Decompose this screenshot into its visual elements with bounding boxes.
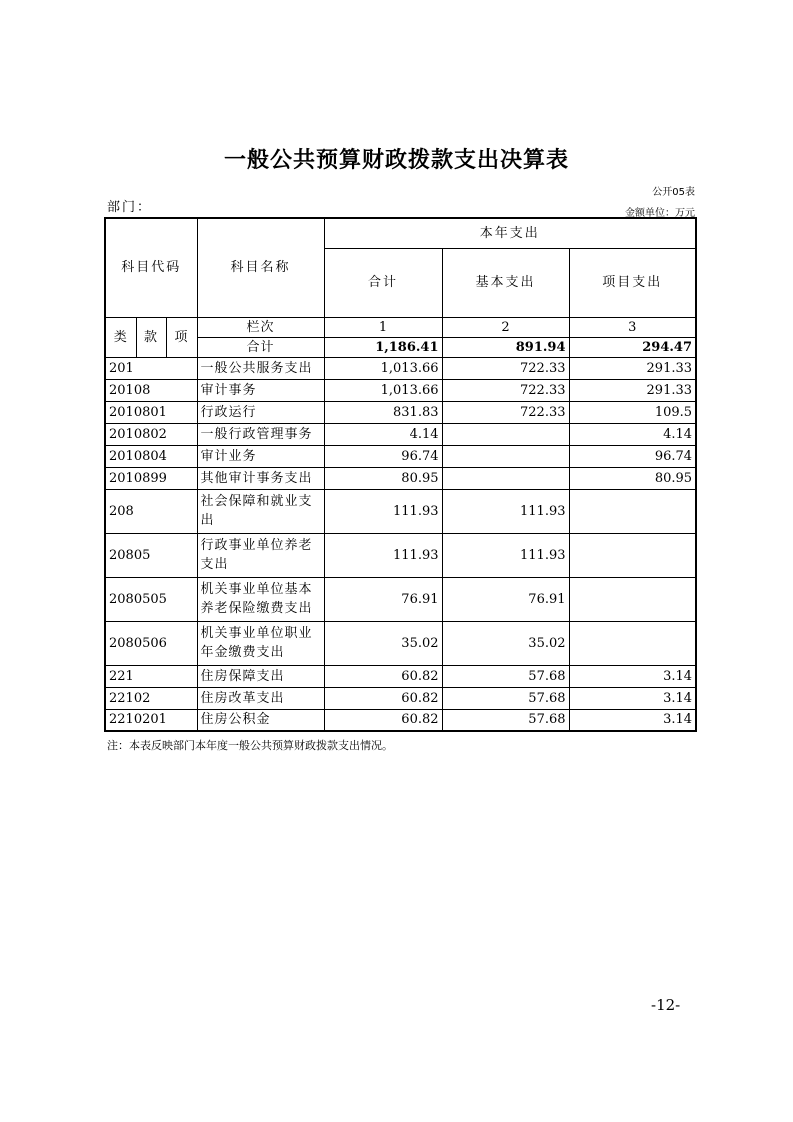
row-total: 111.93	[324, 489, 442, 533]
table-row	[105, 401, 696, 423]
row-code: 2010802	[105, 423, 197, 445]
row-project: 4.14	[569, 423, 696, 445]
row-basic: 111.93	[442, 489, 569, 533]
row-basic: 722.33	[442, 379, 569, 401]
sum-project: 294.47	[569, 337, 696, 357]
row-basic: 57.68	[442, 709, 569, 731]
row-basic	[442, 445, 569, 467]
row-total: 60.82	[324, 687, 442, 709]
row-total: 1,013.66	[324, 357, 442, 379]
row-basic: 35.02	[442, 621, 569, 665]
row-code: 2080506	[105, 621, 197, 665]
table-row	[105, 467, 696, 489]
table-row	[105, 533, 696, 577]
row-project: 3.14	[569, 687, 696, 709]
row-code: 201	[105, 357, 197, 379]
row-basic: 76.91	[442, 577, 569, 621]
header-lei: 类	[105, 317, 136, 357]
row-project: 96.74	[569, 445, 696, 467]
row-name: 住房公积金	[197, 709, 324, 731]
row-code: 22102	[105, 687, 197, 709]
header-col-2: 2	[442, 317, 569, 337]
row-basic	[442, 467, 569, 489]
row-code: 208	[105, 489, 197, 533]
row-basic	[442, 423, 569, 445]
row-code: 20805	[105, 533, 197, 577]
table-row	[105, 665, 696, 687]
table-row	[105, 489, 696, 533]
row-name: 住房改革支出	[197, 687, 324, 709]
row-project: 80.95	[569, 467, 696, 489]
row-name: 行政运行	[197, 401, 324, 423]
row-total: 80.95	[324, 467, 442, 489]
sum-basic: 891.94	[442, 337, 569, 357]
row-name: 社会保障和就业支出	[197, 489, 324, 533]
table-row	[105, 687, 696, 709]
table-row	[105, 709, 696, 731]
row-total: 4.14	[324, 423, 442, 445]
row-project	[569, 621, 696, 665]
row-code: 2080505	[105, 577, 197, 621]
row-total: 111.93	[324, 533, 442, 577]
row-name: 住房保障支出	[197, 665, 324, 687]
header-project: 项目支出	[569, 248, 696, 317]
header-xiang: 项	[166, 317, 197, 357]
unit-label: 金额单位：万元	[625, 208, 695, 219]
page-number: -12-	[651, 996, 681, 1014]
row-name: 审计事务	[197, 379, 324, 401]
header-total: 合计	[324, 248, 442, 317]
row-code: 221	[105, 665, 197, 687]
row-basic: 722.33	[442, 401, 569, 423]
row-project: 3.14	[569, 665, 696, 687]
table-note: 注：本表反映部门本年度一般公共预算财政拨款支出情况。	[107, 739, 393, 752]
row-total: 76.91	[324, 577, 442, 621]
table-row	[105, 357, 696, 379]
header-col-1: 1	[324, 317, 442, 337]
row-name: 一般公共服务支出	[197, 357, 324, 379]
row-project: 291.33	[569, 357, 696, 379]
row-total: 60.82	[324, 709, 442, 731]
row-name: 审计业务	[197, 445, 324, 467]
header-basic: 基本支出	[442, 248, 569, 317]
table-row	[105, 621, 696, 665]
page-title: 一般公共预算财政拨款支出决算表	[223, 148, 569, 173]
row-basic: 57.68	[442, 665, 569, 687]
table-row	[105, 577, 696, 621]
row-code: 2010804	[105, 445, 197, 467]
row-total: 96.74	[324, 445, 442, 467]
header-kuan: 款	[136, 317, 166, 357]
expenditure-table	[104, 217, 697, 732]
table-row	[105, 445, 696, 467]
header-col-3: 3	[569, 317, 696, 337]
table-row	[105, 379, 696, 401]
row-total: 60.82	[324, 665, 442, 687]
row-total: 1,013.66	[324, 379, 442, 401]
table-row	[105, 423, 696, 445]
row-project: 291.33	[569, 379, 696, 401]
header-column-order: 栏次	[197, 317, 324, 337]
row-code: 2010899	[105, 467, 197, 489]
table-number: 公开05表	[652, 187, 695, 198]
row-project	[569, 577, 696, 621]
department-label: 部门：	[107, 200, 153, 215]
row-name: 行政事业单位养老支出	[197, 533, 324, 577]
row-code: 20108	[105, 379, 197, 401]
row-basic: 722.33	[442, 357, 569, 379]
row-name: 其他审计事务支出	[197, 467, 324, 489]
row-total: 831.83	[324, 401, 442, 423]
sum-total: 1,186.41	[324, 337, 442, 357]
row-code: 2210201	[105, 709, 197, 731]
row-project: 109.5	[569, 401, 696, 423]
header-subject-code: 科目代码	[105, 218, 197, 317]
row-project	[569, 489, 696, 533]
row-code: 2010801	[105, 401, 197, 423]
sum-label: 合计	[197, 337, 324, 357]
header-subject-name: 科目名称	[197, 218, 324, 317]
row-total: 35.02	[324, 621, 442, 665]
row-project: 3.14	[569, 709, 696, 731]
row-name: 一般行政管理事务	[197, 423, 324, 445]
row-name: 机关事业单位职业年金缴费支出	[197, 621, 324, 665]
row-project	[569, 533, 696, 577]
header-current-year: 本年支出	[324, 218, 696, 248]
row-basic: 57.68	[442, 687, 569, 709]
row-name: 机关事业单位基本养老保险缴费支出	[197, 577, 324, 621]
row-basic: 111.93	[442, 533, 569, 577]
